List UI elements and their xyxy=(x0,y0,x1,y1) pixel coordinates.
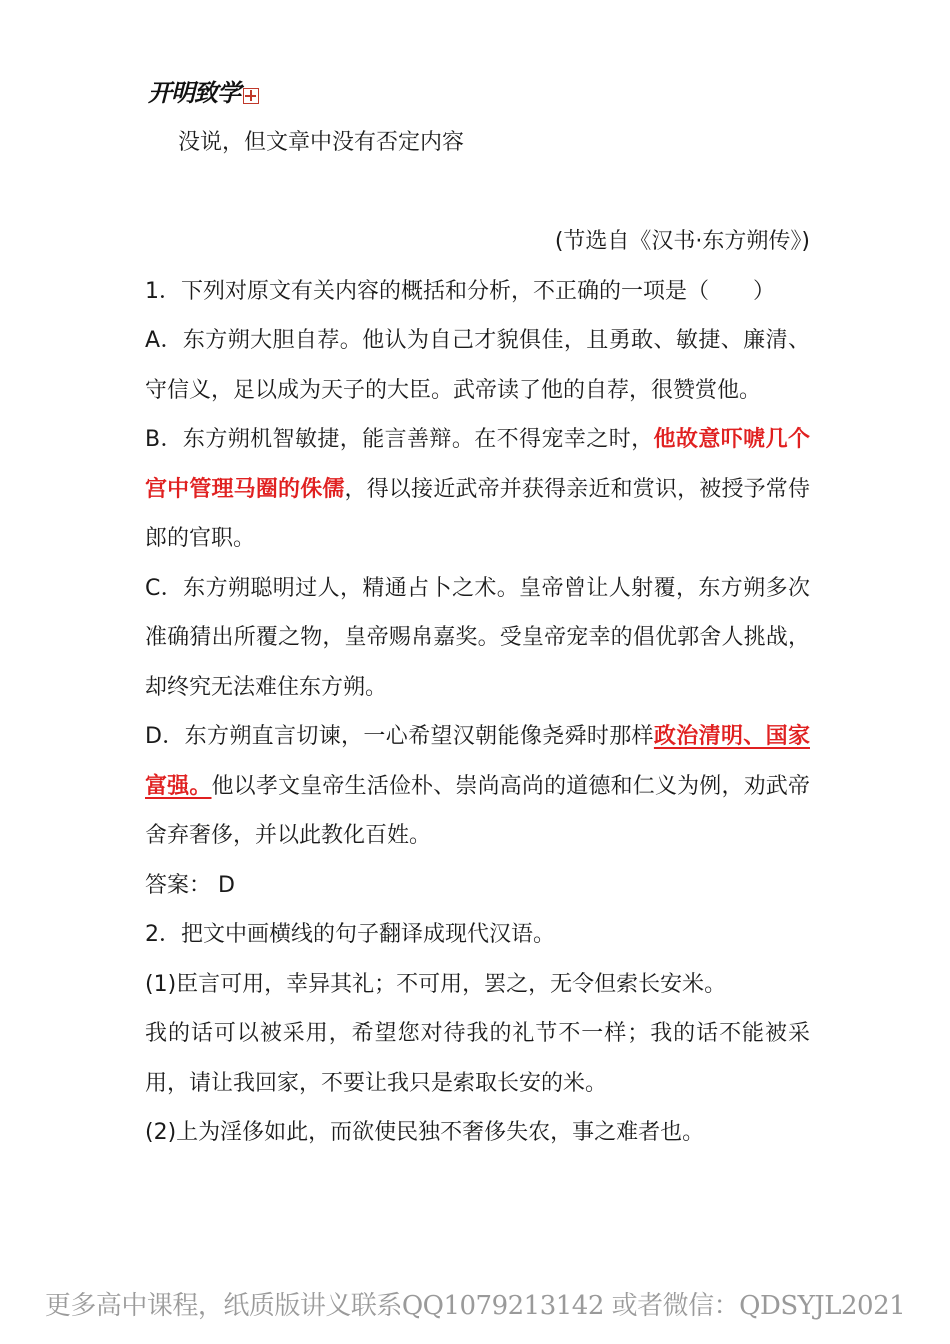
document-body xyxy=(145,118,810,1158)
question-1-option-d xyxy=(145,712,810,861)
option-b-highlight: 他故意吓唬几个宫中管理马圈的侏儒 xyxy=(145,427,810,502)
footer-contact: 更多高中课程，纸质版讲义联系QQ1079213142 或者微信：QDSYJL2021 xyxy=(44,1291,906,1321)
source-citation: (节选自《汉书·东方朔传》) xyxy=(554,229,810,254)
blank-line xyxy=(145,168,810,218)
question-2-item-1-answer: 我的话可以被采用，希望您对待我的礼节不一样；我的话不能被采用，请让我回家，不要让我只是索取长安的米。 xyxy=(145,1021,810,1096)
option-d-highlight: 政治清明、国家富强。 xyxy=(145,724,810,799)
question-1-option-b xyxy=(145,415,810,564)
logo-text: 开明致学 xyxy=(148,78,240,107)
option-d-text-pre: D．东方朔直言切谏，一心希望汉朝能像尧舜时那样 xyxy=(145,724,654,749)
question-1-option-a: A．东方朔大胆自荐。他认为自己才貌俱佳，且勇敢、敏捷、廉清、守信义，足以成为天子的大臣。武帝读了他的自荐，很赞赏他。 xyxy=(145,328,810,403)
option-b-text-post: ，得以接近武帝并获得亲近和赏识，被授予常侍郎的官职。 xyxy=(145,476,810,551)
question-2-item-2: (2)上为淫侈如此，而欲使民独不奢侈失农，事之难者也。 xyxy=(145,1120,705,1145)
brand-logo xyxy=(148,72,259,108)
option-b-text-pre: B．东方朔机智敏捷，能言善辩。在不得宠幸之时， xyxy=(145,427,654,452)
option-d-text-post: 他以孝文皇帝生活俭朴、崇尚高尚的道德和仁义为例，劝武帝舍弃奢侈，并以此教化百姓。 xyxy=(145,773,810,848)
question-1-answer: 答案： D xyxy=(145,872,235,898)
seal-icon xyxy=(243,88,259,104)
continuation-text: 没说，但文章中没有否定内容 xyxy=(178,130,465,155)
question-2-item-1: (1)臣言可用，幸异其礼；不可用，罢之，无令但索长安米。 xyxy=(145,971,727,997)
question-2-stem: 2．把文中画横线的句子翻译成现代汉语。 xyxy=(145,922,555,947)
question-1-option-c: C．东方朔聪明过人，精通占卜之术。皇帝曾让人射覆，东方朔多次准确猜出所覆之物，皇帝赐帛嘉奖。受皇帝宠幸的倡优郭舍人挑战，却终究无法难住东方朔。 xyxy=(145,575,810,700)
question-1-stem: 1．下列对原文有关内容的概括和分析，不正确的一项是（ ） xyxy=(145,278,775,304)
